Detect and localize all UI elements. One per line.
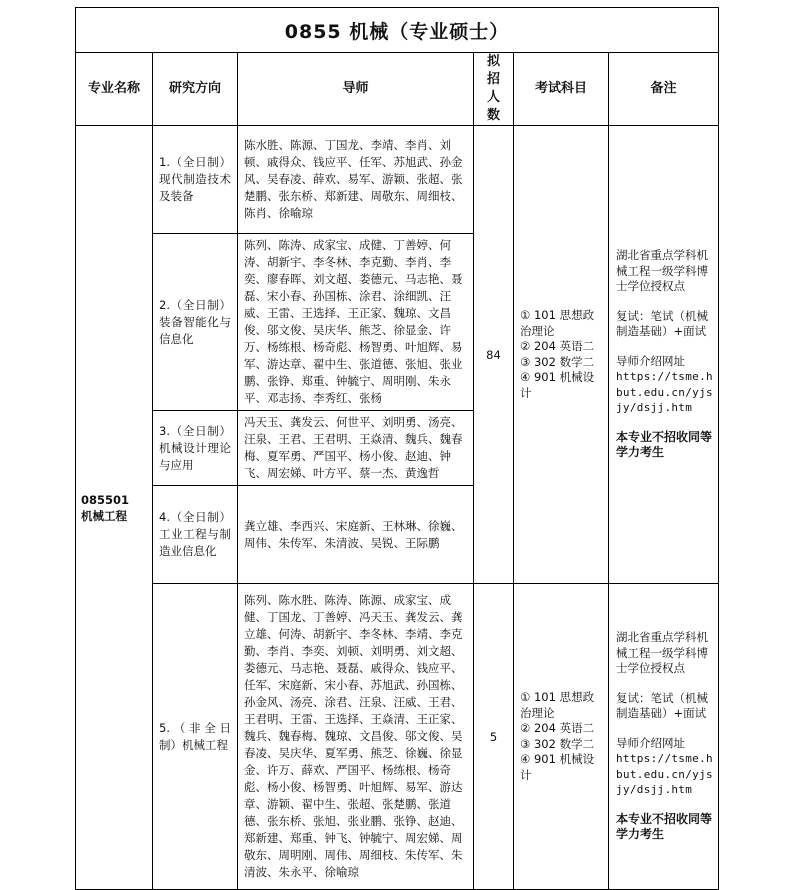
exam-subject: ① 101 思想政治理论 (520, 690, 595, 720)
exam-subject: ③ 302 数学二 (520, 354, 595, 369)
retest-note: 复试：笔试（机械制造基础）+面试 (616, 690, 708, 721)
degree-note: 湖北省重点学科机械工程一级学科博士学位授权点 (616, 630, 708, 676)
header-direction: 研究方向 (153, 53, 238, 126)
major-code: 085501 (81, 492, 130, 507)
admissions-table (75, 7, 719, 890)
tutor-link-label: 导师介绍网址 (616, 353, 685, 368)
tutor-list: 陈水胜、陈源、丁国龙、李靖、李肖、刘顿、戚得众、钱应平、任军、苏旭武、孙金风、吴春凌、薛欢、易军、游颖、张超、张楚鹏、张东桥、郑新建、周敬东、周细枝、陈肖、徐喻琼 (238, 126, 474, 234)
direction-label: 2.（全日制）装备智能化与信息化 (153, 234, 238, 411)
tutor-link-block (616, 354, 714, 416)
tutor-link-url[interactable]: https://tsme.hbut.edu.cn/yjsjy/dsjj.htm (616, 752, 713, 797)
page-title: 0855 机械（专业硕士） (76, 8, 719, 53)
table-row (76, 126, 719, 234)
exam-subject: ② 204 英语二 (520, 339, 595, 353)
table-row (76, 584, 719, 890)
quota-value: 5 (474, 584, 514, 890)
direction-label: 5.（非全日制）机械工程 (153, 584, 238, 890)
tutor-link-block (616, 736, 714, 798)
header-row (76, 53, 719, 126)
tutor-list: 陈列、陈水胜、陈涛、陈源、成家宝、成健、丁国龙、丁善婷、冯天玉、龚发云、龚立雄、何涛、胡新宇、李冬林、李靖、李克勤、李肖、李奕、刘顿、刘明勇、刘文超、娄德元、马志艳、聂磊、戚得众、钱应平、任军、宋庭新、宋小春、苏旭武、孙国栋、孙金风、汤亮、涂君、汪泉、汪威、王君、王君明、王雷、王选择、王焱清、王正家、魏兵、魏春梅、魏琼、文昌俊、邬文俊、吴春凌、吴庆华、夏军勇、熊芝、徐巍、徐显金、许万、薛欢、严国平、杨练根、杨奇彪、杨小俊、杨智勇、叶旭辉、易军、游达章、游颖、翟中生、张超、张楚鹏、张道德、张东桥、张旭、张业鹏、张铮、赵迪、郑新建、郑重、钟飞、钟毓宁、周宏娣、周敬东、周明刚、周伟、周细枝、朱传军、朱清波、朱永平、徐喻琼 (238, 584, 474, 890)
notes-cell (609, 584, 719, 890)
quota-value: 84 (474, 126, 514, 584)
exam-subject: ② 204 英语二 (520, 721, 595, 735)
tutor-list: 冯天玉、龚发云、何世平、刘明勇、汤亮、汪泉、王君、王君明、王焱清、魏兵、魏春梅、夏军勇、严国平、杨小俊、赵迪、钟飞、周宏娣、叶方平、蔡一杰、黄逸哲 (238, 411, 474, 486)
major-cell (76, 126, 153, 890)
header-notes: 备注 (609, 53, 719, 126)
exam-subject: ③ 302 数学二 (520, 736, 595, 751)
tutor-list: 龚立雄、李西兴、宋庭新、王林琳、徐巍、周伟、朱传军、朱清波、吴锐、王际鹏 (238, 486, 474, 584)
tutor-link-url[interactable]: https://tsme.hbut.edu.cn/yjsjy/dsjj.htm (616, 370, 713, 415)
exam-subject: ① 101 思想政治理论 (520, 308, 595, 338)
notes-cell (609, 126, 719, 584)
major-name: 机械工程 (81, 508, 127, 523)
header-tutors: 导师 (238, 53, 474, 126)
exam-subject: ④ 901 机械设计 (520, 752, 595, 782)
header-exam: 考试科目 (514, 53, 609, 126)
direction-label: 1.（全日制）现代制造技术及装备 (153, 126, 238, 234)
exam-subjects (514, 126, 609, 584)
exam-subjects (514, 584, 609, 890)
exam-subject: ④ 901 机械设计 (520, 370, 595, 400)
equivalent-note: 本专业不招收同等学力考生 (616, 429, 713, 460)
tutor-list: 陈列、陈涛、成家宝、成健、丁善婷、何涛、胡新宇、李冬林、李克勤、李肖、李奕、廖春晖、刘文超、娄德元、马志艳、聂磊、宋小春、孙国栋、涂君、涂细凯、汪威、王雷、王选择、王正家、魏琼、文昌俊、邬文俊、吴庆华、熊芝、徐显金、许万、杨练根、杨奇彪、杨智勇、叶旭辉、易军、游达章、翟中生、张道德、张旭、张业鹏、张铮、郑重、钟毓宁、周明刚、朱永平、邓志扬、李秀红、张杨 (238, 234, 474, 411)
header-quota: 拟招人数 (474, 53, 514, 126)
tutor-link-label: 导师介绍网址 (616, 735, 685, 750)
equivalent-note: 本专业不招收同等学力考生 (616, 811, 713, 842)
retest-note: 复试：笔试（机械制造基础）+面试 (616, 308, 708, 339)
direction-label: 3.（全日制）机械设计理论与应用 (153, 411, 238, 486)
degree-note: 湖北省重点学科机械工程一级学科博士学位授权点 (616, 248, 708, 294)
header-major: 专业名称 (76, 53, 153, 126)
direction-label: 4.（全日制）工业工程与制造业信息化 (153, 486, 238, 584)
